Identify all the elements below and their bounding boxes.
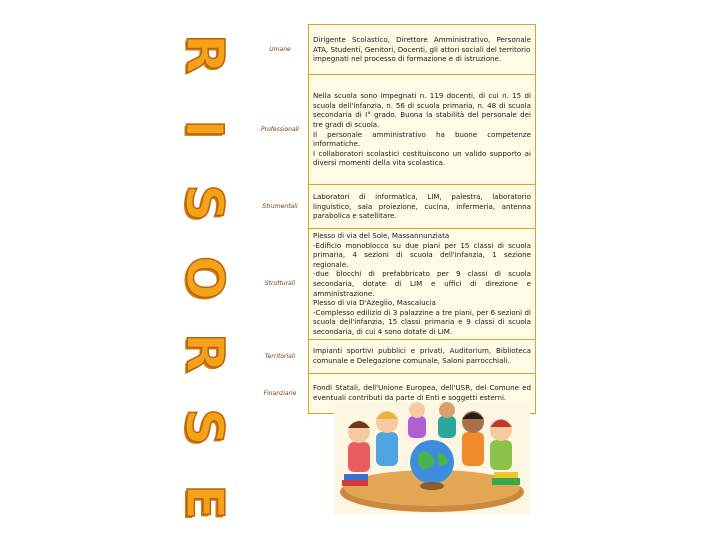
- title-letter: R: [173, 332, 234, 373]
- title-letter: S: [173, 408, 234, 447]
- row-text: Laboratori di informatica, LIM, palestra, laboratorio linguistico, sala proiezione, cucina, infermeria, antenna parabolica e satellitare.: [309, 185, 536, 229]
- vertical-title: [173, 28, 234, 528]
- title-letter: O: [174, 255, 234, 301]
- row-text: Nella scuola sono impegnati n. 119 docenti, di cui n. 15 di scuola dell'infanzia, n. 56 di scuola primaria, n. 48 di scuola secondaria di I° grado. Buona la stabilità del personale dei tre gradi di scuola. Il personale amministrativo ha buone competenze informatiche. I collaboratori scolastici costituiscono un valido supporto ai diversi momenti della vita scolastica.: [309, 75, 536, 185]
- children-around-globe-image: [334, 402, 530, 514]
- table-row: [252, 25, 536, 75]
- row-text: Impianti sportivi pubblici e privati, Auditorium, Biblioteca comunale e Delegazione comunale, Saloni parrocchiali.: [309, 339, 536, 373]
- row-label: Finanziarie: [263, 389, 297, 397]
- row-label: Strutturali: [264, 280, 296, 288]
- table-row: [252, 339, 536, 373]
- row-label: Umane: [269, 46, 291, 53]
- row-text: Dirigente Scolastico, Direttore Amministrativo, Personale ATA, Studenti, Genitori, Docenti, gli attori sociali del territorio impegnati nel processo di formazione e di istruzione.: [309, 25, 536, 75]
- resources-table: [252, 24, 536, 414]
- table-row: [252, 185, 536, 229]
- title-letter: S: [173, 184, 234, 223]
- title-letter: E: [174, 484, 234, 520]
- row-label: Territoriali: [264, 352, 296, 360]
- title-letter: I: [173, 118, 234, 139]
- row-text: Fondi Statali, dell'Unione Europea, dell'USR, del Comune ed eventuali contributi da parte di Enti e soggetti esterni.: [309, 373, 536, 413]
- table-row: [252, 229, 536, 340]
- row-label: Professionali: [261, 126, 299, 133]
- row-text: Plesso di via del Sole, Massannunziata -Edificio monoblocco su due piani per 15 classi di scuola primaria, 4 sezioni di scuola dell'infanzia, 1 sezione regionale. -due blocchi di prefabbricato per 9 classi di scuola secondaria, dotate di LIM e uffici di direzione e amministrazione. Plesso di via D'Azeglio, Mascalucia -Complesso edilizio di 3 palazzine a tre piani, per 6 sezioni di scuola dell'infanzia, 15 classi primaria e 9 classi di scuola secondaria, di cui 4 sono dotate di LIM.: [309, 229, 536, 340]
- table-row: [252, 75, 536, 185]
- row-label: Strumentali: [262, 203, 298, 210]
- title-letter: R: [173, 33, 234, 75]
